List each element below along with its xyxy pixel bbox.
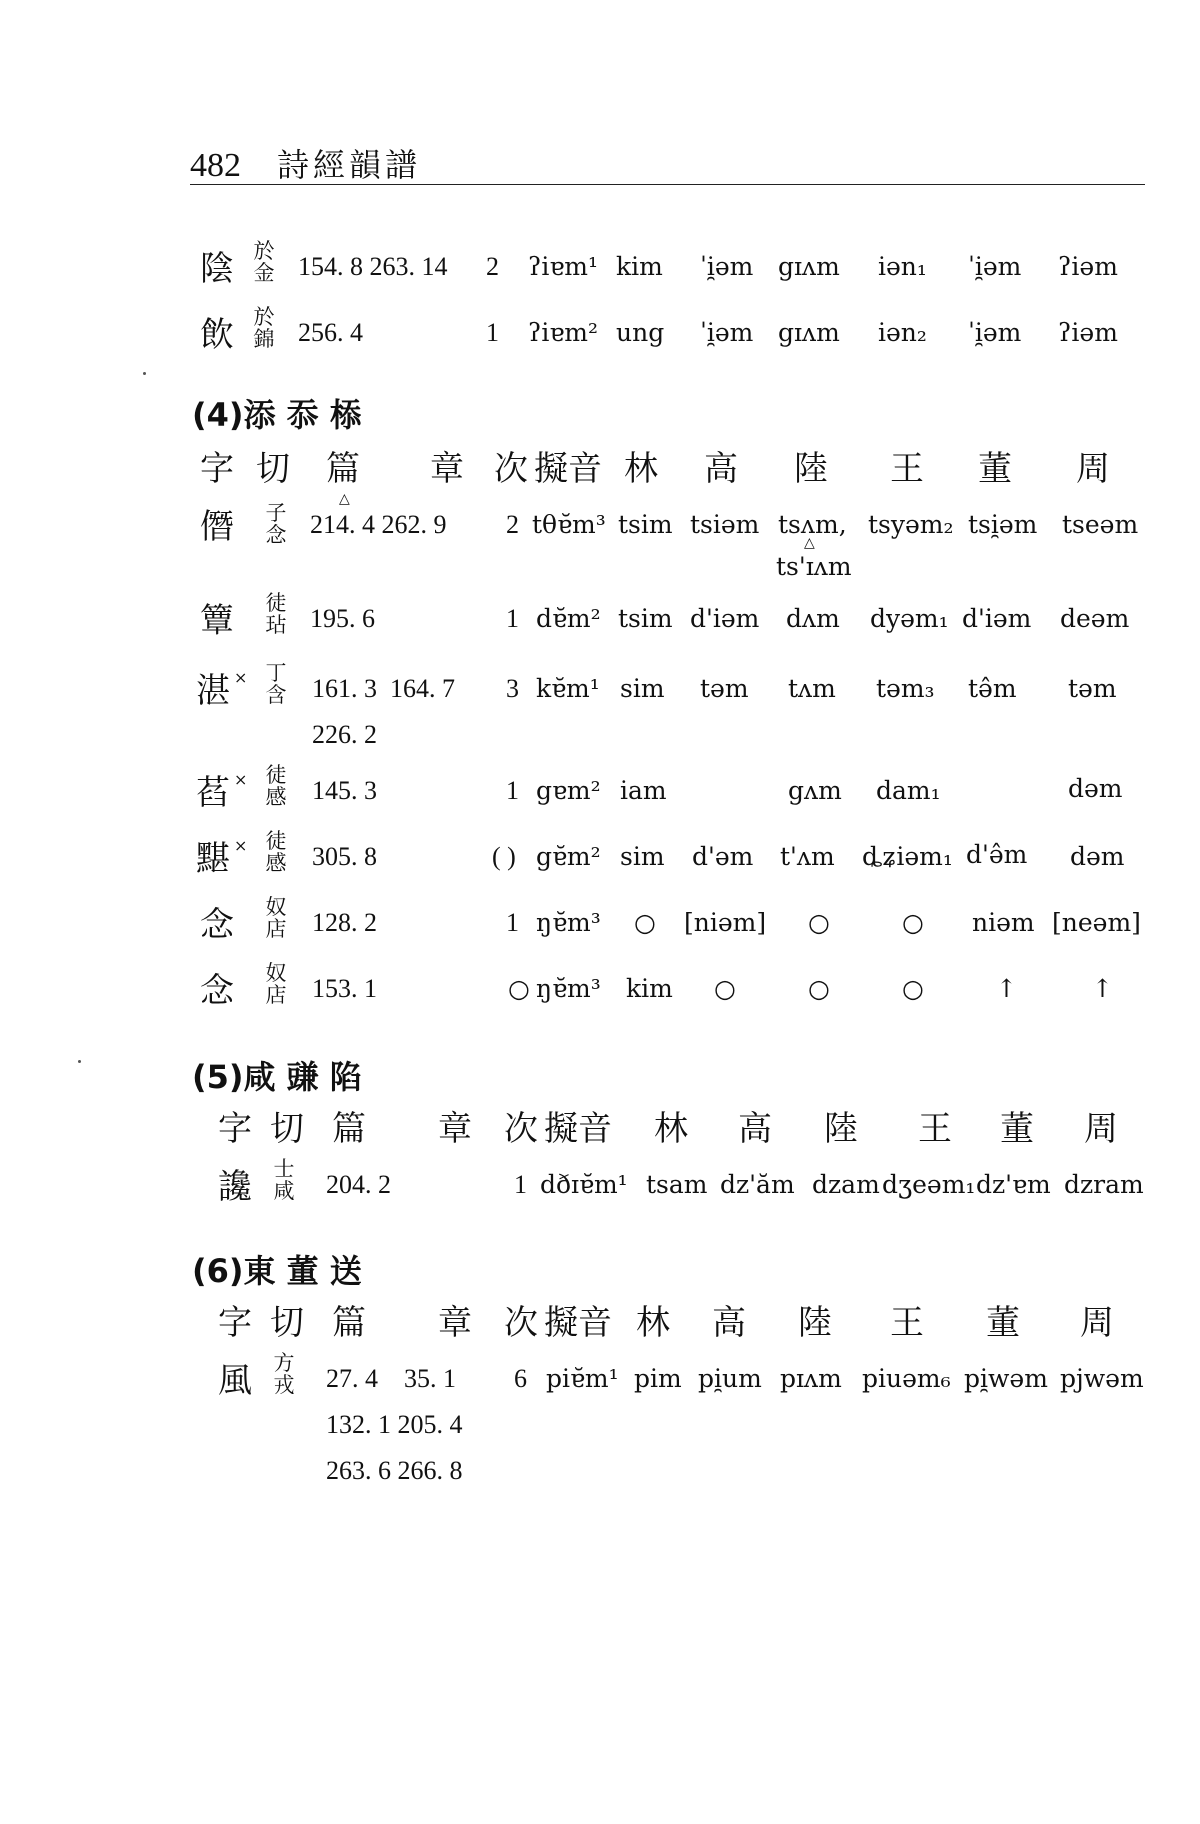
cross-mark: ×	[234, 770, 248, 789]
row-wang: dʒeəm₁	[882, 1170, 976, 1199]
row-recon: gɐm²	[536, 776, 601, 805]
row-fanqie: 於錦	[253, 305, 275, 351]
row-wang: tsyəm₂	[868, 510, 954, 539]
row-lin: tsim	[618, 510, 673, 539]
row-refs: 204. 2	[326, 1170, 391, 1199]
row-fanqie: 丁含	[265, 661, 287, 707]
row-lin: tsam	[646, 1170, 708, 1199]
col-lin: 林	[654, 1109, 688, 1149]
section-heading: (5)咸 豏 陷	[192, 1058, 362, 1096]
row-lu: dzam	[812, 1170, 880, 1199]
col-pian: 篇	[332, 1303, 366, 1343]
row-fanqie: 奴店	[265, 895, 287, 941]
row-char: 念	[200, 971, 234, 1011]
table-row	[0, 1352, 1200, 1502]
row-count: 1	[486, 318, 499, 347]
row-lin: ung	[616, 318, 665, 347]
row-fanqie: 徒感	[265, 829, 287, 875]
row-recon: dðɪɐ̆m¹	[540, 1170, 628, 1199]
row-char: 僭	[200, 507, 234, 547]
row-char: 風	[218, 1361, 252, 1401]
row-char: 萏	[196, 773, 230, 813]
col-dong: 董	[978, 449, 1012, 489]
row-lin: pim	[634, 1364, 682, 1393]
row-char: 簟	[200, 601, 234, 641]
row-dong: ˈi̯əm	[968, 318, 1022, 347]
row-wang: dam₁	[876, 776, 941, 805]
row-gao: ˈi̯əm	[700, 252, 754, 281]
row-lu: tsʌm,	[778, 510, 847, 539]
col-lu: 陸	[798, 1303, 832, 1343]
row-count: 1	[506, 604, 519, 633]
col-lin: 林	[624, 449, 658, 489]
row-char: 讒	[218, 1167, 252, 1207]
triangle-mark: △	[339, 491, 350, 507]
row-recon: ŋɐ̆m³	[536, 974, 601, 1003]
col-dong: 董	[986, 1303, 1020, 1343]
row-fanqie: 奴店	[265, 961, 287, 1007]
row-fanqie: 徒感	[265, 763, 287, 809]
row-gao: dz'ăm	[720, 1170, 795, 1199]
row-wang: ȡʑiəm₁	[862, 842, 953, 871]
row-refs-2: 132. 1 205. 4	[326, 1410, 463, 1439]
row-dong: d'iəm	[962, 604, 1032, 633]
row-dong: ˈi̯əm	[968, 252, 1022, 281]
row-lin: sim	[620, 842, 665, 871]
row-recon: tθɐ̆m³	[532, 510, 606, 539]
col-zhou: 周	[1076, 449, 1110, 489]
row-refs: 27. 4 35. 1	[326, 1364, 456, 1393]
row-fanqie: 於金	[253, 239, 275, 285]
page-header	[190, 140, 421, 186]
row-lin: kim	[616, 252, 663, 281]
row-lu-alt: ts'ɪʌm	[776, 552, 852, 581]
stray-mark	[78, 1060, 81, 1063]
col-pian: 篇	[326, 449, 360, 489]
col-zhang: 章	[438, 1109, 472, 1149]
row-zhou: ʔiəm	[1058, 252, 1118, 281]
row-refs: 256. 4	[298, 318, 363, 347]
row-zhou: ↑	[1092, 974, 1113, 1003]
row-refs-3: 263. 6 266. 8	[326, 1456, 463, 1485]
column-header	[0, 1302, 1200, 1352]
col-zi: 字	[200, 449, 234, 489]
row-lu: tʌm	[788, 674, 836, 703]
row-recon: gɐ̆m²	[536, 842, 601, 871]
col-qie: 切	[270, 1109, 304, 1149]
row-lu: ○	[808, 908, 830, 937]
col-qie: 切	[256, 449, 290, 489]
row-refs: 305. 8	[312, 842, 377, 871]
row-dong: dz'ɐm	[976, 1170, 1051, 1199]
table-row	[0, 960, 1200, 1080]
row-zhou: təm	[1068, 674, 1117, 703]
col-ci: 次	[494, 449, 528, 489]
row-zhou: tseəm	[1062, 510, 1139, 539]
col-ci: 次	[504, 1303, 538, 1343]
column-header	[0, 448, 1200, 498]
row-recon: piɐ̆m¹	[546, 1364, 619, 1393]
row-refs: 195. 6	[310, 604, 375, 633]
section-heading: (6)東 董 送	[192, 1252, 362, 1290]
col-lu: 陸	[824, 1109, 858, 1149]
row-zhou: deəm	[1060, 604, 1130, 633]
cross-mark: ×	[234, 668, 248, 687]
row-lu: t'ʌm	[780, 842, 835, 871]
table-row	[0, 1158, 1200, 1278]
page-number: 482	[190, 147, 241, 184]
row-refs-2: 226. 2	[312, 720, 377, 749]
row-lu: gʌm	[788, 776, 842, 805]
col-wang: 王	[890, 449, 924, 489]
col-ci: 次	[504, 1109, 538, 1149]
row-wang: ○	[902, 908, 924, 937]
row-refs: 214. 4 262. 9	[310, 510, 447, 539]
row-dong: niəm	[972, 908, 1035, 937]
col-qie: 切	[270, 1303, 304, 1343]
header-rule	[190, 184, 1145, 185]
row-count: ( )	[492, 842, 516, 871]
row-refs: 154. 8 263. 14	[298, 252, 448, 281]
row-recon: ʔiɐm¹	[528, 252, 599, 281]
col-dong: 董	[1000, 1109, 1034, 1149]
row-fanqie: 子念	[265, 501, 287, 547]
row-count: 3	[506, 674, 519, 703]
col-niyin: 擬音	[544, 1109, 612, 1149]
row-wang: ○	[902, 974, 924, 1003]
row-recon: kɐ̆m¹	[536, 674, 600, 703]
section-heading: (4)添 忝 㮇	[192, 396, 362, 434]
row-zhou: [neəm]	[1052, 908, 1141, 937]
cross-mark: ×	[234, 836, 248, 855]
row-char: 黮	[196, 839, 230, 879]
row-char: 飲	[200, 315, 234, 355]
row-gao: d'əm	[692, 842, 754, 871]
col-niyin: 擬音	[534, 449, 602, 489]
row-zhou: dəm	[1070, 842, 1125, 871]
col-zi: 字	[218, 1303, 252, 1343]
row-wang: piuəm₆	[862, 1364, 951, 1393]
row-zhou: dzram	[1064, 1170, 1144, 1199]
col-zhou: 周	[1080, 1303, 1114, 1343]
row-count: 1	[506, 776, 519, 805]
stray-mark	[143, 372, 146, 375]
row-lin: iam	[620, 776, 667, 805]
row-lin: ○	[634, 908, 656, 937]
row-dong: d'ə̂m	[966, 840, 1028, 869]
col-gao: 高	[738, 1109, 772, 1149]
col-lu: 陸	[794, 449, 828, 489]
row-wang: iən₁	[878, 252, 927, 281]
col-zhang: 章	[438, 1303, 472, 1343]
col-lin: 林	[636, 1303, 670, 1343]
row-gao: təm	[700, 674, 749, 703]
row-char: 陰	[200, 249, 234, 289]
row-gao: tsiəm	[690, 510, 760, 539]
row-lin: tsim	[618, 604, 673, 633]
col-wang: 王	[918, 1109, 952, 1149]
col-niyin: 擬音	[544, 1303, 612, 1343]
row-refs: 161. 3 164. 7	[312, 674, 455, 703]
row-lu: gɪʌm	[778, 318, 840, 347]
row-count: 1	[506, 908, 519, 937]
row-zhou: dəm	[1068, 774, 1123, 803]
col-pian: 篇	[332, 1109, 366, 1149]
row-dong: ↑	[996, 974, 1017, 1003]
col-gao: 高	[704, 449, 738, 489]
row-recon: dɐ̆m²	[536, 604, 601, 633]
row-lu: pɪʌm	[780, 1364, 842, 1393]
row-refs: 128. 2	[312, 908, 377, 937]
row-count: 6	[514, 1364, 527, 1393]
row-lu: ○	[808, 974, 830, 1003]
row-gao: ˈi̯əm	[700, 318, 754, 347]
row-char: 念	[200, 905, 234, 945]
row-lin: sim	[620, 674, 665, 703]
triangle-mark: △	[804, 535, 815, 551]
row-lu: dʌm	[786, 604, 840, 633]
row-recon: ʔiɐm²	[528, 318, 599, 347]
row-refs: 153. 1	[312, 974, 377, 1003]
row-gao: [niəm]	[684, 908, 767, 937]
row-char: 湛	[196, 671, 230, 711]
row-fanqie: 方戎	[273, 1351, 295, 1397]
column-header	[0, 1108, 1200, 1158]
col-wang: 王	[890, 1303, 924, 1343]
row-count: 1	[514, 1170, 527, 1199]
row-gao: pi̯um	[698, 1364, 762, 1393]
row-wang: dyəm₁	[870, 604, 949, 633]
row-lu: gɪʌm	[778, 252, 840, 281]
book-title: 詩經韻譜	[277, 146, 422, 184]
col-zi: 字	[218, 1109, 252, 1149]
row-fanqie: 徒玷	[265, 591, 287, 637]
row-recon: ŋɐ̆m³	[536, 908, 601, 937]
row-fanqie: 士咸	[273, 1157, 295, 1203]
row-count: 2	[506, 510, 519, 539]
row-wang: iən₂	[878, 318, 927, 347]
col-zhou: 周	[1084, 1109, 1118, 1149]
row-dong: pi̯wəm	[964, 1364, 1048, 1393]
row-gao: d'iəm	[690, 604, 760, 633]
row-refs: 145. 3	[312, 776, 377, 805]
row-dong: tsi̯əm	[968, 510, 1038, 539]
row-zhou: ʔiəm	[1058, 318, 1118, 347]
row-count: 2	[486, 252, 499, 281]
row-dong: tə̂m	[968, 674, 1017, 703]
row-zhou: pjwəm	[1060, 1364, 1144, 1393]
row-gao: ○	[714, 974, 736, 1003]
row-count: ○	[508, 974, 530, 1003]
col-gao: 高	[712, 1303, 746, 1343]
row-lin: kim	[626, 974, 673, 1003]
table-row	[0, 304, 1200, 424]
row-wang: təm₃	[876, 674, 935, 703]
col-zhang: 章	[430, 449, 464, 489]
